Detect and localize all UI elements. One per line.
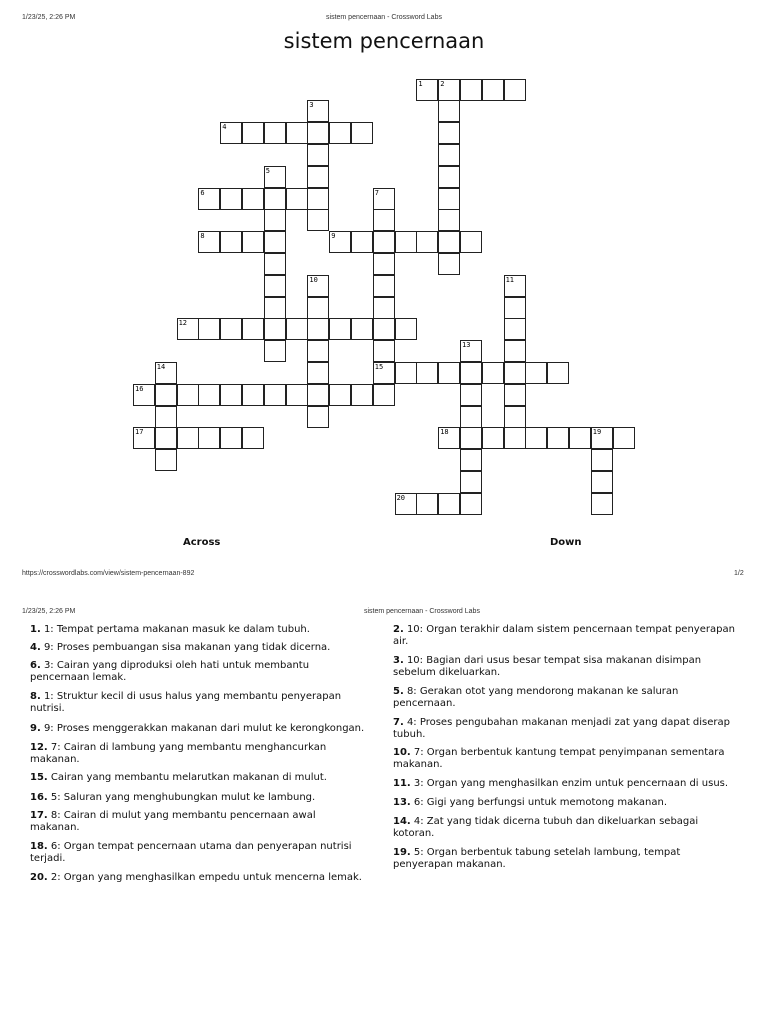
grid-cell[interactable] [416, 362, 438, 384]
grid-cell[interactable] [307, 406, 329, 428]
grid-cell[interactable] [460, 340, 482, 362]
across-clue: 16. 5: Saluran yang menghubungkan mulut ke lambung. [30, 792, 316, 803]
grid-cell[interactable] [438, 188, 460, 210]
grid-cell[interactable] [198, 427, 220, 449]
grid-cell[interactable] [460, 471, 482, 493]
across-clue: 15. Cairan yang membantu melarutkan makanan di mulut. [30, 772, 327, 783]
grid-cell[interactable] [329, 384, 351, 406]
page1-datetime: 1/23/25, 2:26 PM [22, 14, 76, 21]
across-clue: 6. 3: Cairan yang diproduksi oleh hati untuk membantu pencernaan lemak. [30, 660, 310, 683]
grid-cell[interactable] [504, 275, 526, 297]
grid-cell[interactable] [220, 231, 242, 253]
grid-cell[interactable] [416, 493, 438, 515]
grid-cell[interactable] [504, 340, 526, 362]
grid-cell[interactable] [591, 471, 613, 493]
grid-cell[interactable] [525, 427, 547, 449]
cell-number: 6 [200, 188, 205, 197]
grid-cell[interactable] [198, 318, 220, 340]
down-clue: 10. 7: Organ berbentuk kantung tempat penyimpanan sementara makanan. [393, 747, 725, 770]
grid-cell[interactable] [460, 384, 482, 406]
grid-cell[interactable] [438, 362, 460, 384]
grid-cell[interactable] [242, 188, 264, 210]
grid-cell[interactable] [329, 318, 351, 340]
cell-number: 5 [265, 166, 271, 175]
grid-cell[interactable] [220, 427, 242, 449]
cell-number: 10 [309, 275, 318, 284]
grid-cell[interactable] [307, 166, 329, 188]
grid-cell[interactable] [307, 144, 329, 166]
grid-cell[interactable] [198, 188, 220, 210]
grid-cell[interactable] [155, 384, 177, 406]
grid-cell[interactable] [307, 275, 329, 297]
grid-cell[interactable] [307, 122, 329, 144]
grid-cell[interactable] [373, 231, 395, 253]
grid-cell[interactable] [264, 166, 286, 188]
cell-number: 19 [592, 428, 602, 437]
grid-cell[interactable] [307, 340, 329, 362]
grid-cell[interactable] [242, 384, 264, 406]
grid-cell[interactable] [460, 231, 482, 253]
grid-cell[interactable] [460, 362, 482, 384]
grid-cell[interactable] [329, 231, 351, 253]
cell-number: 16 [135, 384, 144, 393]
grid-cell[interactable] [438, 231, 460, 253]
grid-cell[interactable] [438, 493, 460, 515]
grid-cell[interactable] [395, 493, 417, 515]
across-clue: 18. 6: Organ tempat pencernaan utama dan penyerapan nutrisi terjadi. [30, 841, 352, 864]
grid-cell[interactable] [373, 384, 395, 406]
grid-cell[interactable] [220, 188, 242, 210]
grid-cell[interactable] [307, 188, 329, 210]
grid-cell[interactable] [569, 427, 591, 449]
grid-cell[interactable] [264, 384, 286, 406]
grid-cell[interactable] [286, 318, 308, 340]
grid-cell[interactable] [438, 144, 460, 166]
grid-cell[interactable] [438, 122, 460, 144]
grid-cell[interactable] [286, 188, 308, 210]
grid-cell[interactable] [242, 231, 264, 253]
grid-cell[interactable] [177, 318, 199, 340]
cell-number: 9 [331, 232, 336, 241]
across-clue: 8. 1: Struktur kecil di usus halus yang membantu penyerapan nutrisi. [30, 691, 342, 714]
grid-cell[interactable] [264, 253, 286, 275]
grid-cell[interactable] [438, 427, 460, 449]
across-clue: 20. 2: Organ yang menghasilkan empedu untuk mencerna lemak. [30, 872, 362, 883]
cell-number: 2 [440, 79, 445, 88]
grid-cell[interactable] [460, 406, 482, 428]
grid-cell[interactable] [242, 122, 264, 144]
grid-cell[interactable] [155, 427, 177, 449]
grid-cell[interactable] [438, 79, 460, 101]
grid-cell[interactable] [220, 318, 242, 340]
down-clue: 7. 4: Proses pengubahan makanan menjadi zat yang dapat diserap tubuh. [393, 717, 731, 740]
grid-cell[interactable] [438, 209, 460, 231]
grid-cell[interactable] [591, 449, 613, 471]
across-heading: Across [183, 537, 221, 548]
grid-cell[interactable] [286, 122, 308, 144]
cell-number: 3 [309, 101, 314, 110]
grid-cell[interactable] [460, 493, 482, 515]
grid-cell[interactable] [373, 275, 395, 297]
grid-cell[interactable] [307, 100, 329, 122]
grid-cell[interactable] [504, 384, 526, 406]
grid-cell[interactable] [438, 253, 460, 275]
grid-cell[interactable] [460, 79, 482, 101]
crossword-title: sistem pencernaan [283, 29, 485, 53]
grid-cell[interactable] [264, 275, 286, 297]
grid-cell[interactable] [547, 362, 569, 384]
grid-cell[interactable] [220, 122, 242, 144]
grid-cell[interactable] [155, 362, 177, 384]
grid-cell[interactable] [307, 209, 329, 231]
grid-cell[interactable] [547, 427, 569, 449]
cell-number: 8 [200, 232, 205, 241]
grid-cell[interactable] [373, 362, 395, 384]
page1-url[interactable]: https://crosswordlabs.com/view/sistem-pencernaan-892 [22, 570, 195, 577]
across-clue: 17. 8: Cairan di mulut yang membantu pencernaan awal makanan. [30, 810, 316, 833]
grid-cell[interactable] [460, 449, 482, 471]
grid-cell[interactable] [482, 427, 504, 449]
grid-cell[interactable] [591, 493, 613, 515]
grid-cell[interactable] [373, 253, 395, 275]
grid-cell[interactable] [416, 79, 438, 101]
cell-number: 20 [396, 493, 406, 502]
grid-cell[interactable] [307, 384, 329, 406]
cell-number: 11 [505, 275, 515, 284]
grid-cell[interactable] [198, 231, 220, 253]
grid-cell[interactable] [198, 384, 220, 406]
cell-number: 1 [418, 79, 423, 88]
grid-cell[interactable] [504, 362, 526, 384]
grid-cell[interactable] [264, 231, 286, 253]
cell-number: 7 [374, 188, 380, 197]
grid-cell[interactable] [307, 297, 329, 319]
grid-cell[interactable] [329, 122, 351, 144]
cell-number: 4 [222, 123, 227, 132]
grid-cell[interactable] [460, 427, 482, 449]
across-clue: 4. 9: Proses pembuangan sisa makanan yang tidak dicerna. [30, 642, 331, 653]
grid-cell[interactable] [504, 427, 526, 449]
cell-number: 13 [462, 341, 471, 350]
down-clue: 5. 8: Gerakan otot yang mendorong makanan ke saluran pencernaan. [393, 686, 679, 709]
grid-cell[interactable] [438, 100, 460, 122]
cell-number: 14 [156, 362, 166, 371]
down-heading: Down [550, 537, 582, 548]
grid-cell[interactable] [307, 362, 329, 384]
across-clue: 1. 1: Tempat pertama makanan masuk ke dalam tubuh. [30, 624, 310, 635]
grid-cell[interactable] [416, 231, 438, 253]
down-clue: 14. 4: Zat yang tidak dicerna tubuh dan dikeluarkan sebagai kotoran. [393, 816, 699, 839]
cell-number: 18 [440, 428, 449, 437]
page1-number: 1/2 [734, 570, 744, 577]
down-clue: 19. 5: Organ berbentuk tabung setelah lambung, tempat penyerapan makanan. [393, 847, 681, 870]
grid-cell[interactable] [373, 209, 395, 231]
cell-number: 17 [135, 428, 144, 437]
grid-cell[interactable] [264, 188, 286, 210]
across-clue: 12. 7: Cairan di lambung yang membantu menghancurkan makanan. [30, 742, 327, 765]
grid-cell[interactable] [504, 406, 526, 428]
grid-cell[interactable] [307, 318, 329, 340]
grid-cell[interactable] [373, 340, 395, 362]
down-clue: 13. 6: Gigi yang berfungsi untuk memotong makanan. [393, 797, 668, 808]
grid-cell[interactable] [133, 427, 155, 449]
grid-cell[interactable] [525, 362, 547, 384]
grid-cell[interactable] [264, 340, 286, 362]
grid-cell[interactable] [351, 384, 373, 406]
grid-cell[interactable] [482, 79, 504, 101]
cell-number: 15 [374, 362, 384, 371]
grid-cell[interactable] [351, 122, 373, 144]
grid-cell[interactable] [155, 449, 177, 471]
page1-doc-title: sistem pencernaan - Crossword Labs [326, 14, 442, 21]
grid-cell[interactable] [395, 318, 417, 340]
grid-cell[interactable] [264, 318, 286, 340]
grid-cell[interactable] [438, 166, 460, 188]
grid-cell[interactable] [482, 362, 504, 384]
grid-cell[interactable] [351, 318, 373, 340]
grid-cell[interactable] [591, 427, 613, 449]
grid-cell[interactable] [504, 318, 526, 340]
grid-cell[interactable] [264, 209, 286, 231]
across-clue: 9. 9: Proses menggerakkan makanan dari mulut ke kerongkongan. [30, 723, 365, 734]
page2-doc-title: sistem pencernaan - Crossword Labs [364, 608, 480, 615]
grid-cell[interactable] [395, 362, 417, 384]
grid-cell[interactable] [264, 297, 286, 319]
grid-cell[interactable] [286, 384, 308, 406]
grid-cell[interactable] [242, 427, 264, 449]
down-clue: 2. 10: Organ terakhir dalam sistem pencernaan tempat penyerapan air. [393, 624, 735, 647]
grid-cell[interactable] [373, 188, 395, 210]
grid-cell[interactable] [373, 318, 395, 340]
grid-cell[interactable] [155, 406, 177, 428]
grid-cell[interactable] [264, 122, 286, 144]
page2-datetime: 1/23/25, 2:26 PM [22, 608, 76, 615]
grid-cell[interactable] [177, 384, 199, 406]
grid-cell[interactable] [504, 297, 526, 319]
down-clue: 3. 10: Bagian dari usus besar tempat sisa makanan disimpan sebelum dikeluarkan. [393, 655, 702, 678]
grid-cell[interactable] [242, 318, 264, 340]
cell-number: 12 [178, 319, 188, 328]
grid-cell[interactable] [220, 384, 242, 406]
grid-cell[interactable] [373, 297, 395, 319]
down-clue: 11. 3: Organ yang menghasilkan enzim untuk pencernaan di usus. [393, 778, 729, 789]
grid-cell[interactable] [613, 427, 635, 449]
grid-cell[interactable] [177, 427, 199, 449]
grid-cell[interactable] [395, 231, 417, 253]
grid-cell[interactable] [351, 231, 373, 253]
grid-cell[interactable] [504, 79, 526, 101]
grid-cell[interactable] [133, 384, 155, 406]
